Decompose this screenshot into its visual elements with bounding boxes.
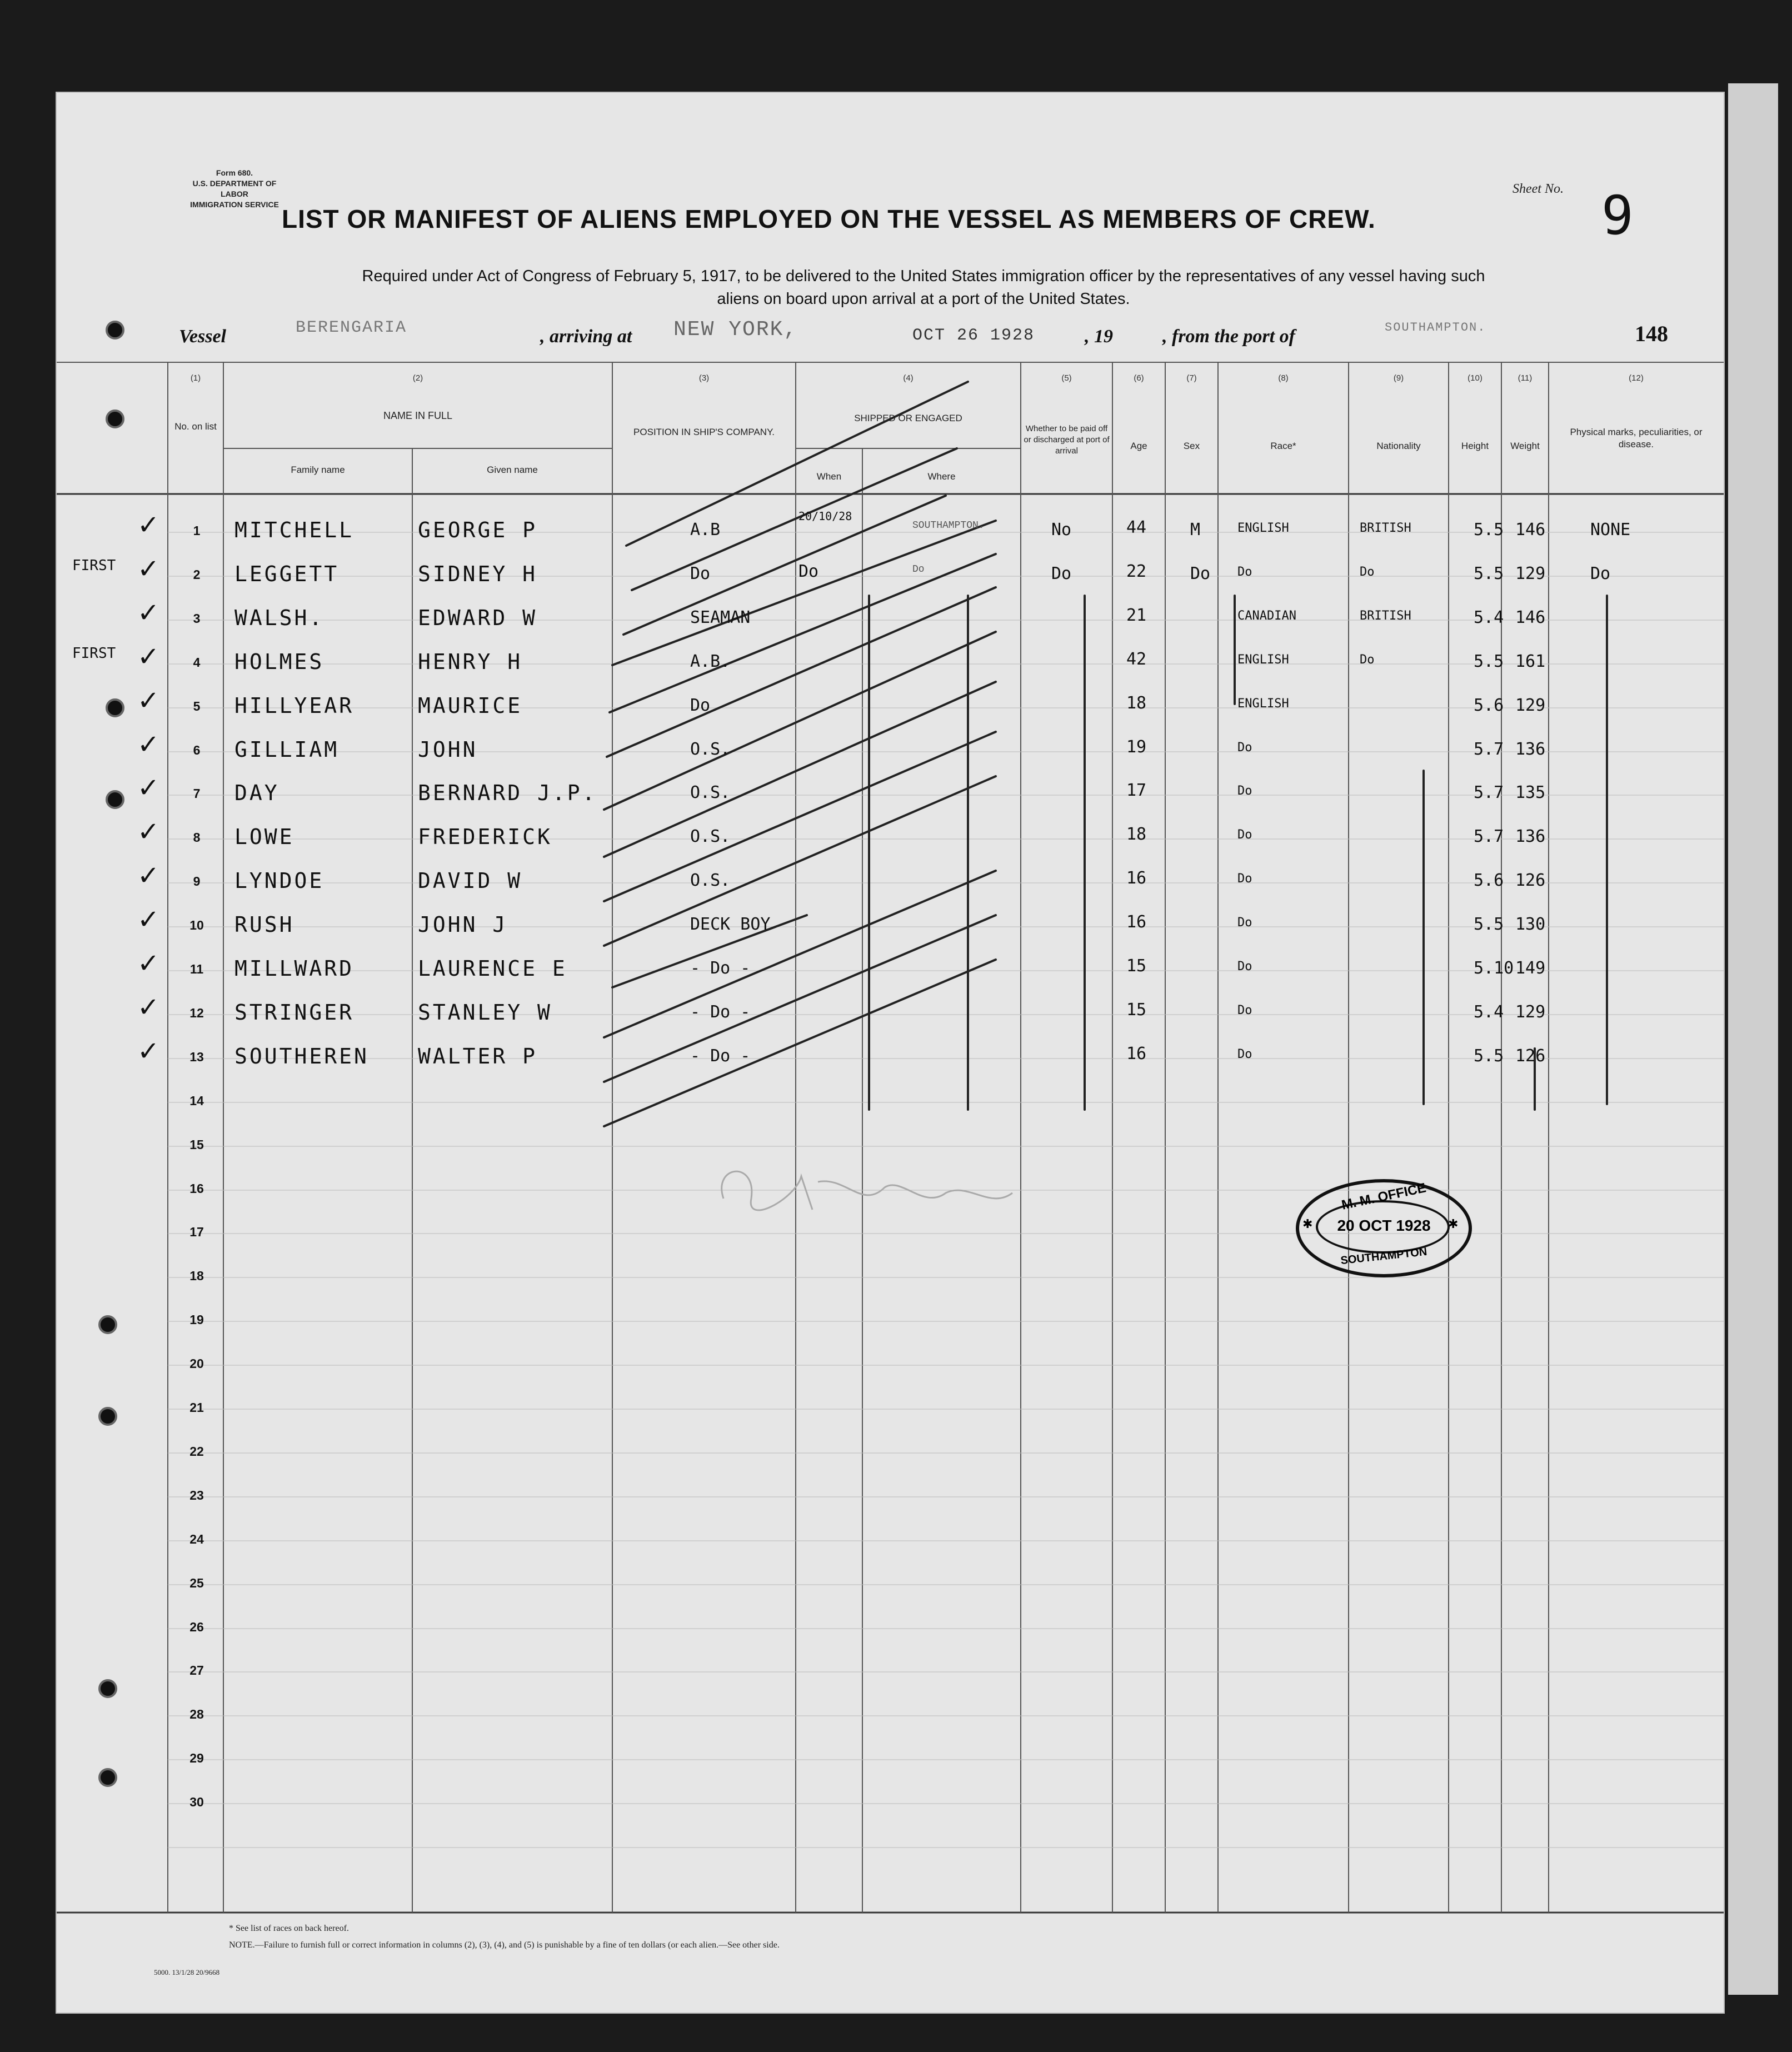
position: O.S.	[690, 871, 731, 890]
weight: 136	[1515, 827, 1546, 846]
from-label: , from the port of	[1162, 326, 1295, 347]
page-edge	[1728, 83, 1778, 1995]
paid-off: Do	[1051, 564, 1072, 583]
nationality: BRITISH	[1360, 609, 1411, 623]
shipped-when: 20/10/28	[798, 510, 852, 523]
checkmark-icon: ✓	[137, 553, 160, 585]
race: ENGLISH	[1237, 697, 1289, 711]
height: 5.5	[1474, 520, 1504, 540]
col-num-11: (11)	[1518, 373, 1533, 383]
row-number: 17	[189, 1225, 204, 1239]
height: 5.10	[1474, 958, 1514, 978]
position: - Do -	[690, 958, 751, 978]
margin-note: FIRST	[72, 557, 116, 574]
row-number: 21	[189, 1400, 204, 1415]
col-head-when: When	[816, 471, 842, 482]
age: 16	[1126, 912, 1147, 932]
page-number: 148	[1635, 321, 1668, 346]
height: 5.5	[1474, 1046, 1504, 1066]
race: CANADIAN	[1237, 609, 1296, 623]
race: Do	[1237, 916, 1252, 930]
col-num-1: (1)	[190, 373, 201, 383]
sex: M	[1190, 520, 1201, 540]
vessel-name: BERENGARIA	[296, 318, 407, 337]
nationality: Do	[1360, 565, 1375, 579]
family-name: LYNDOE	[234, 868, 325, 893]
race: Do	[1237, 960, 1252, 973]
position: Do	[690, 696, 711, 715]
physical-marks: NONE	[1590, 520, 1631, 540]
position: Do	[690, 564, 711, 583]
age: 22	[1126, 562, 1147, 581]
checkmark-icon: ✓	[137, 729, 160, 760]
checkmark-icon: ✓	[137, 641, 160, 672]
age: 21	[1126, 606, 1147, 625]
weight: 161	[1515, 652, 1546, 671]
given-name: DAVID W	[418, 868, 523, 893]
stamp-top-text: M. M. OFFICE	[1340, 1180, 1427, 1213]
row-number: 26	[189, 1620, 204, 1634]
race: Do	[1237, 1047, 1252, 1061]
row-number: 25	[189, 1576, 204, 1590]
race: Do	[1237, 828, 1252, 842]
row-number: 28	[189, 1707, 204, 1721]
subtitle-line-1: Required under Act of Congress of February 5, 1917, to be delivered to the United States immigration officer by the representatives of any vessel having such	[362, 267, 1485, 285]
family-name: DAY	[234, 781, 279, 805]
family-name: HILLYEAR	[234, 693, 355, 718]
row-number: 2	[193, 567, 201, 582]
family-name: WALSH.	[234, 606, 325, 630]
col-num-7: (7)	[1186, 373, 1197, 383]
row-number: 1	[193, 523, 201, 538]
age: 17	[1126, 781, 1147, 800]
weight: 129	[1515, 1002, 1546, 1022]
row-number: 24	[189, 1532, 204, 1546]
position: - Do -	[690, 1046, 751, 1066]
row-number: 4	[193, 655, 201, 670]
footnote-penalty: NOTE.—Failure to furnish full or correct information in columns (2), (3), (4), and (5) is punishable by a fine of ten dollars (or each alien.—See other side.	[229, 1940, 780, 1950]
row-number: 10	[189, 918, 204, 932]
age: 15	[1126, 1000, 1147, 1020]
given-name: HENRY H	[418, 650, 523, 674]
col-head-race: Race*	[1270, 441, 1296, 451]
given-name: JOHN J	[418, 912, 508, 937]
checkmark-icon: ✓	[137, 948, 160, 979]
age: 15	[1126, 956, 1147, 976]
age: 19	[1126, 737, 1147, 757]
weight: 136	[1515, 740, 1546, 759]
row-number: 20	[189, 1356, 204, 1371]
age: 16	[1126, 868, 1147, 888]
row-number: 13	[189, 1050, 204, 1064]
row-number: 11	[189, 962, 204, 976]
height: 5.5	[1474, 564, 1504, 583]
race: ENGLISH	[1237, 653, 1289, 667]
age: 18	[1126, 693, 1147, 713]
col-head-given: Given name	[487, 465, 538, 475]
col-head-nationality: Nationality	[1376, 441, 1421, 451]
col-head-age: Age	[1130, 441, 1147, 451]
age: 42	[1126, 650, 1147, 669]
sheet-label: Sheet No.	[1513, 182, 1564, 196]
given-name: STANLEY W	[418, 1000, 552, 1025]
sheet-number: 9	[1601, 184, 1634, 247]
stamp-date: 20 OCT 1928	[1337, 1217, 1431, 1234]
manifest-page	[56, 92, 1725, 2014]
weight: 126	[1515, 871, 1546, 890]
col-head-name: NAME IN FULL	[383, 410, 453, 421]
checkmark-icon: ✓	[137, 904, 160, 935]
given-name: MAURICE	[418, 693, 523, 718]
position: O.S.	[690, 827, 731, 846]
position: A.B.	[690, 652, 731, 671]
arrival-date: OCT 26 1928	[912, 326, 1035, 345]
shipped-when: Do	[798, 562, 819, 581]
col-head-marks: Physical marks, peculiarities, or disease.	[1570, 427, 1703, 450]
row-number: 5	[193, 699, 201, 713]
col-num-5: (5)	[1061, 373, 1072, 383]
height: 5.7	[1474, 827, 1504, 846]
weight: 129	[1515, 564, 1546, 583]
vessel-label: Vessel	[179, 326, 226, 347]
row-number: 7	[193, 786, 201, 801]
col-num-10: (10)	[1467, 373, 1482, 383]
row-number: 29	[189, 1751, 204, 1765]
checkmark-icon: ✓	[137, 1036, 160, 1067]
nationality: Do	[1360, 653, 1375, 667]
position: SEAMAN	[690, 608, 751, 627]
year-label: , 19	[1085, 326, 1113, 347]
row-number: 30	[189, 1795, 204, 1809]
given-name: GEORGE P	[418, 518, 538, 542]
row-number: 14	[189, 1094, 204, 1108]
col-head-no: No. on list	[174, 421, 217, 432]
family-name: LOWE	[234, 825, 294, 849]
col-head-paid: Whether to be paid off or discharged at port of arrival	[1024, 424, 1110, 456]
row-number: 27	[189, 1663, 204, 1677]
height: 5.4	[1474, 1002, 1504, 1022]
col-head-position: POSITION IN SHIP'S COMPANY.	[633, 427, 775, 437]
checkmark-icon: ✓	[137, 510, 160, 541]
form-department: U.S. DEPARTMENT OF LABOR	[192, 179, 277, 198]
checkmark-icon: ✓	[137, 860, 160, 891]
row-number: 8	[193, 830, 201, 845]
weight: 129	[1515, 696, 1546, 715]
row-number: 6	[193, 743, 201, 757]
row-number: 9	[193, 874, 201, 888]
race: Do	[1237, 1003, 1252, 1017]
footnote-races: * See list of races on back hereof.	[229, 1924, 349, 1933]
col-num-12: (12)	[1629, 373, 1644, 383]
height: 5.7	[1474, 783, 1504, 802]
paid-off: No	[1051, 520, 1072, 540]
family-name: RUSH	[234, 912, 294, 937]
margin-note: FIRST	[72, 645, 116, 662]
position: A.B	[690, 520, 721, 540]
row-number: 19	[189, 1312, 204, 1327]
from-port: SOUTHAMPTON.	[1385, 321, 1486, 334]
height: 5.6	[1474, 696, 1504, 715]
given-name: FREDERICK	[418, 825, 552, 849]
given-name: SIDNEY H	[418, 562, 538, 586]
race: Do	[1237, 872, 1252, 886]
race: Do	[1237, 741, 1252, 755]
family-name: LEGGETT	[234, 562, 340, 586]
form-number: Form 680.	[216, 168, 253, 177]
weight: 146	[1515, 608, 1546, 627]
col-num-2: (2)	[412, 373, 423, 383]
shipped-where: Do	[912, 564, 925, 575]
col-num-9: (9)	[1393, 373, 1404, 383]
age: 18	[1126, 825, 1147, 844]
position: - Do -	[690, 1002, 751, 1022]
family-name: SOUTHEREN	[234, 1044, 369, 1069]
height: 5.4	[1474, 608, 1504, 627]
family-name: GILLIAM	[234, 737, 340, 762]
weight: 130	[1515, 915, 1546, 934]
col-num-4: (4)	[903, 373, 914, 383]
nationality: BRITISH	[1360, 521, 1411, 535]
mm-office-stamp	[1296, 1179, 1472, 1277]
row-number: 22	[189, 1444, 204, 1459]
given-name: WALTER P	[418, 1044, 538, 1069]
col-head-weight: Weight	[1510, 441, 1540, 451]
checkmark-icon: ✓	[137, 816, 160, 847]
height: 5.6	[1474, 871, 1504, 890]
weight: 135	[1515, 783, 1546, 802]
col-num-3: (3)	[698, 373, 710, 383]
col-head-family: Family name	[291, 465, 345, 475]
checkmark-icon: ✓	[137, 597, 160, 628]
subtitle-line-2: aliens on board upon arrival at a port of the United States.	[717, 290, 1130, 308]
weight: 146	[1515, 520, 1546, 540]
family-name: MILLWARD	[234, 956, 355, 981]
given-name: JOHN	[418, 737, 478, 762]
col-num-8: (8)	[1278, 373, 1289, 383]
row-number: 23	[189, 1488, 204, 1502]
given-name: BERNARD J.P.	[418, 781, 597, 805]
weight: 149	[1515, 958, 1546, 978]
age: 44	[1126, 518, 1147, 537]
given-name: EDWARD W	[418, 606, 538, 630]
shipped-where: SOUTHAMPTON.	[912, 520, 985, 531]
page-title: LIST OR MANIFEST OF ALIENS EMPLOYED ON THE VESSEL AS MEMBERS OF CREW.	[282, 204, 1376, 233]
stamp-star-icon: ✱	[1448, 1217, 1459, 1231]
checkmark-icon: ✓	[137, 992, 160, 1023]
family-name: HOLMES	[234, 650, 325, 674]
col-head-height: Height	[1461, 441, 1489, 451]
position: O.S.	[690, 740, 731, 759]
stamp-bottom-text: SOUTHAMPTON	[1340, 1245, 1428, 1267]
position: DECK BOY	[690, 915, 771, 934]
height: 5.5	[1474, 652, 1504, 671]
physical-marks: Do	[1590, 564, 1611, 583]
position: O.S.	[690, 783, 731, 802]
height: 5.5	[1474, 915, 1504, 934]
row-number: 15	[189, 1137, 204, 1152]
print-code: 5000. 13/1/28 20/9668	[154, 1968, 220, 1976]
col-head-sex: Sex	[1183, 441, 1200, 451]
arriving-label: , arriving at	[540, 326, 632, 347]
arriving-port: NEW YORK,	[673, 318, 798, 342]
row-number: 12	[189, 1006, 204, 1020]
checkmark-icon: ✓	[137, 772, 160, 803]
height: 5.7	[1474, 740, 1504, 759]
stamp-star-icon: ✱	[1302, 1217, 1313, 1231]
sex: Do	[1190, 564, 1211, 583]
row-number: 18	[189, 1269, 204, 1283]
checkmark-icon: ✓	[137, 685, 160, 716]
col-num-6: (6)	[1134, 373, 1144, 383]
family-name: MITCHELL	[234, 518, 355, 542]
form-service: IMMIGRATION SERVICE	[190, 200, 279, 209]
race: ENGLISH	[1237, 521, 1289, 535]
family-name: STRINGER	[234, 1000, 355, 1025]
weight: 126	[1515, 1046, 1546, 1066]
race: Do	[1237, 565, 1252, 579]
row-number: 3	[193, 611, 201, 626]
age: 16	[1126, 1044, 1147, 1064]
row-number: 16	[189, 1181, 204, 1196]
given-name: LAURENCE E	[418, 956, 567, 981]
race: Do	[1237, 784, 1252, 798]
col-head-where: Where	[927, 471, 956, 482]
col-head-shipped: SHIPPED OR ENGAGED	[854, 413, 962, 423]
